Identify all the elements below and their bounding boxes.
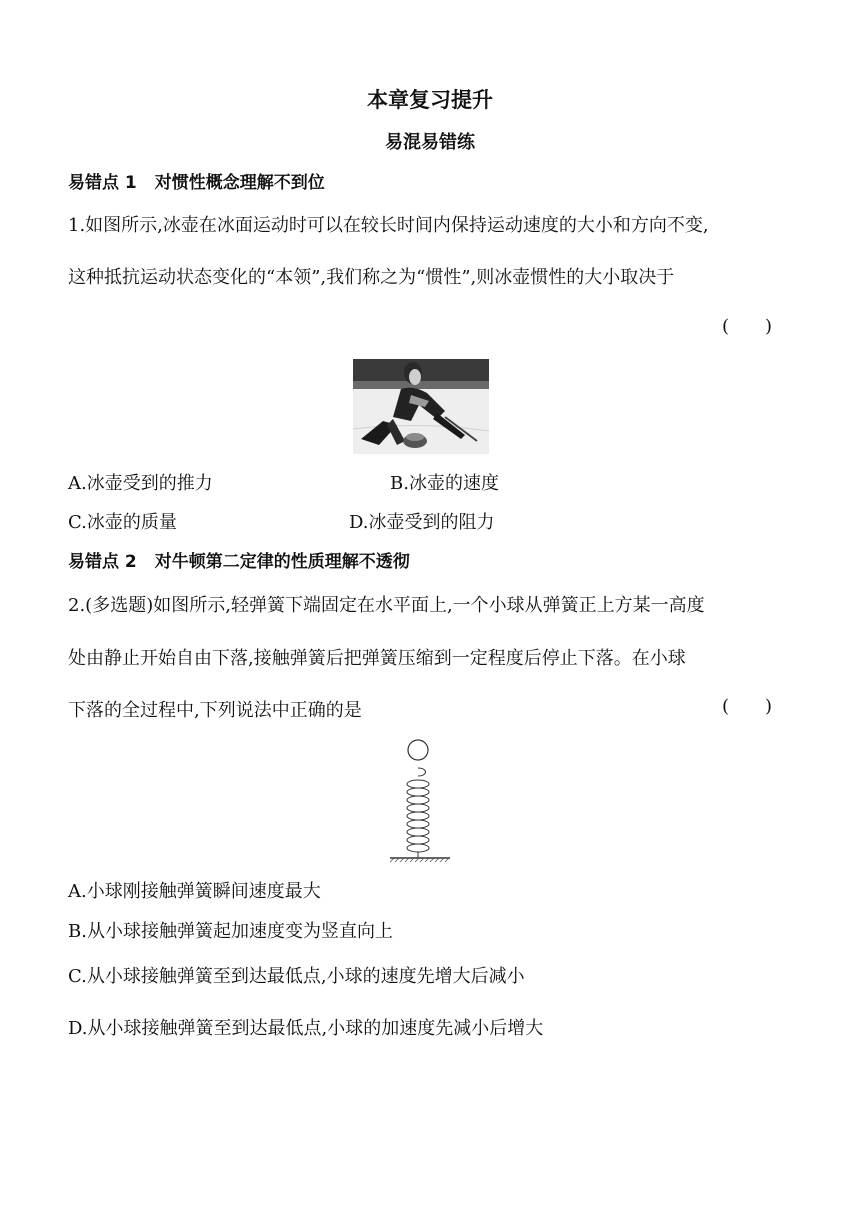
section-title: 对惯性概念理解不到位 <box>154 173 325 193</box>
answer-bracket-2: ( ) <box>722 696 773 717</box>
section-label: 易错点 1 <box>68 173 137 193</box>
section-heading-2 <box>68 547 410 572</box>
page-title: 本章复习提升 <box>367 88 493 112</box>
ball <box>408 740 428 760</box>
option-1-c: C.冰壶的质量 <box>68 512 177 533</box>
option-2-c: C.从小球接触弹簧至到达最低点,小球的速度先增大后减小 <box>68 966 525 987</box>
spring-ball-diagram <box>382 734 458 866</box>
section-label: 易错点 2 <box>68 552 137 572</box>
answer-bracket-1: ( ) <box>722 316 773 337</box>
section-heading-1 <box>68 168 325 193</box>
question-2-text-line-3: 下落的全过程中,下列说法中正确的是 <box>68 700 362 721</box>
option-2-d: D.从小球接触弹簧至到达最低点,小球的加速度先减小后增大 <box>68 1018 544 1039</box>
option-1-b: B.冰壶的速度 <box>390 473 499 494</box>
page-subtitle: 易混易错练 <box>385 132 475 153</box>
section-title: 对牛顿第二定律的性质理解不透彻 <box>154 552 410 572</box>
option-2-b: B.从小球接触弹簧起加速度变为竖直向上 <box>68 921 393 942</box>
curling-photo <box>353 359 489 454</box>
question-2-text-line-1: 2.(多选题)如图所示,轻弹簧下端固定在水平面上,一个小球从弹簧正上方某一高度 <box>68 595 705 616</box>
question-1-text-line-1: 1.如图所示,冰壶在冰面运动时可以在较长时间内保持运动速度的大小和方向不变, <box>68 215 709 236</box>
question-1-text-line-2: 这种抵抗运动状态变化的“本领”,我们称之为“惯性”,则冰壶惯性的大小取决于 <box>68 267 675 288</box>
question-2-text-line-2: 处由静止开始自由下落,接触弹簧后把弹簧压缩到一定程度后停止下落。在小球 <box>68 648 686 669</box>
option-1-a: A.冰壶受到的推力 <box>68 473 213 494</box>
option-2-a: A.小球刚接触弹簧瞬间速度最大 <box>68 881 321 902</box>
option-1-d: D.冰壶受到的阻力 <box>349 512 495 533</box>
